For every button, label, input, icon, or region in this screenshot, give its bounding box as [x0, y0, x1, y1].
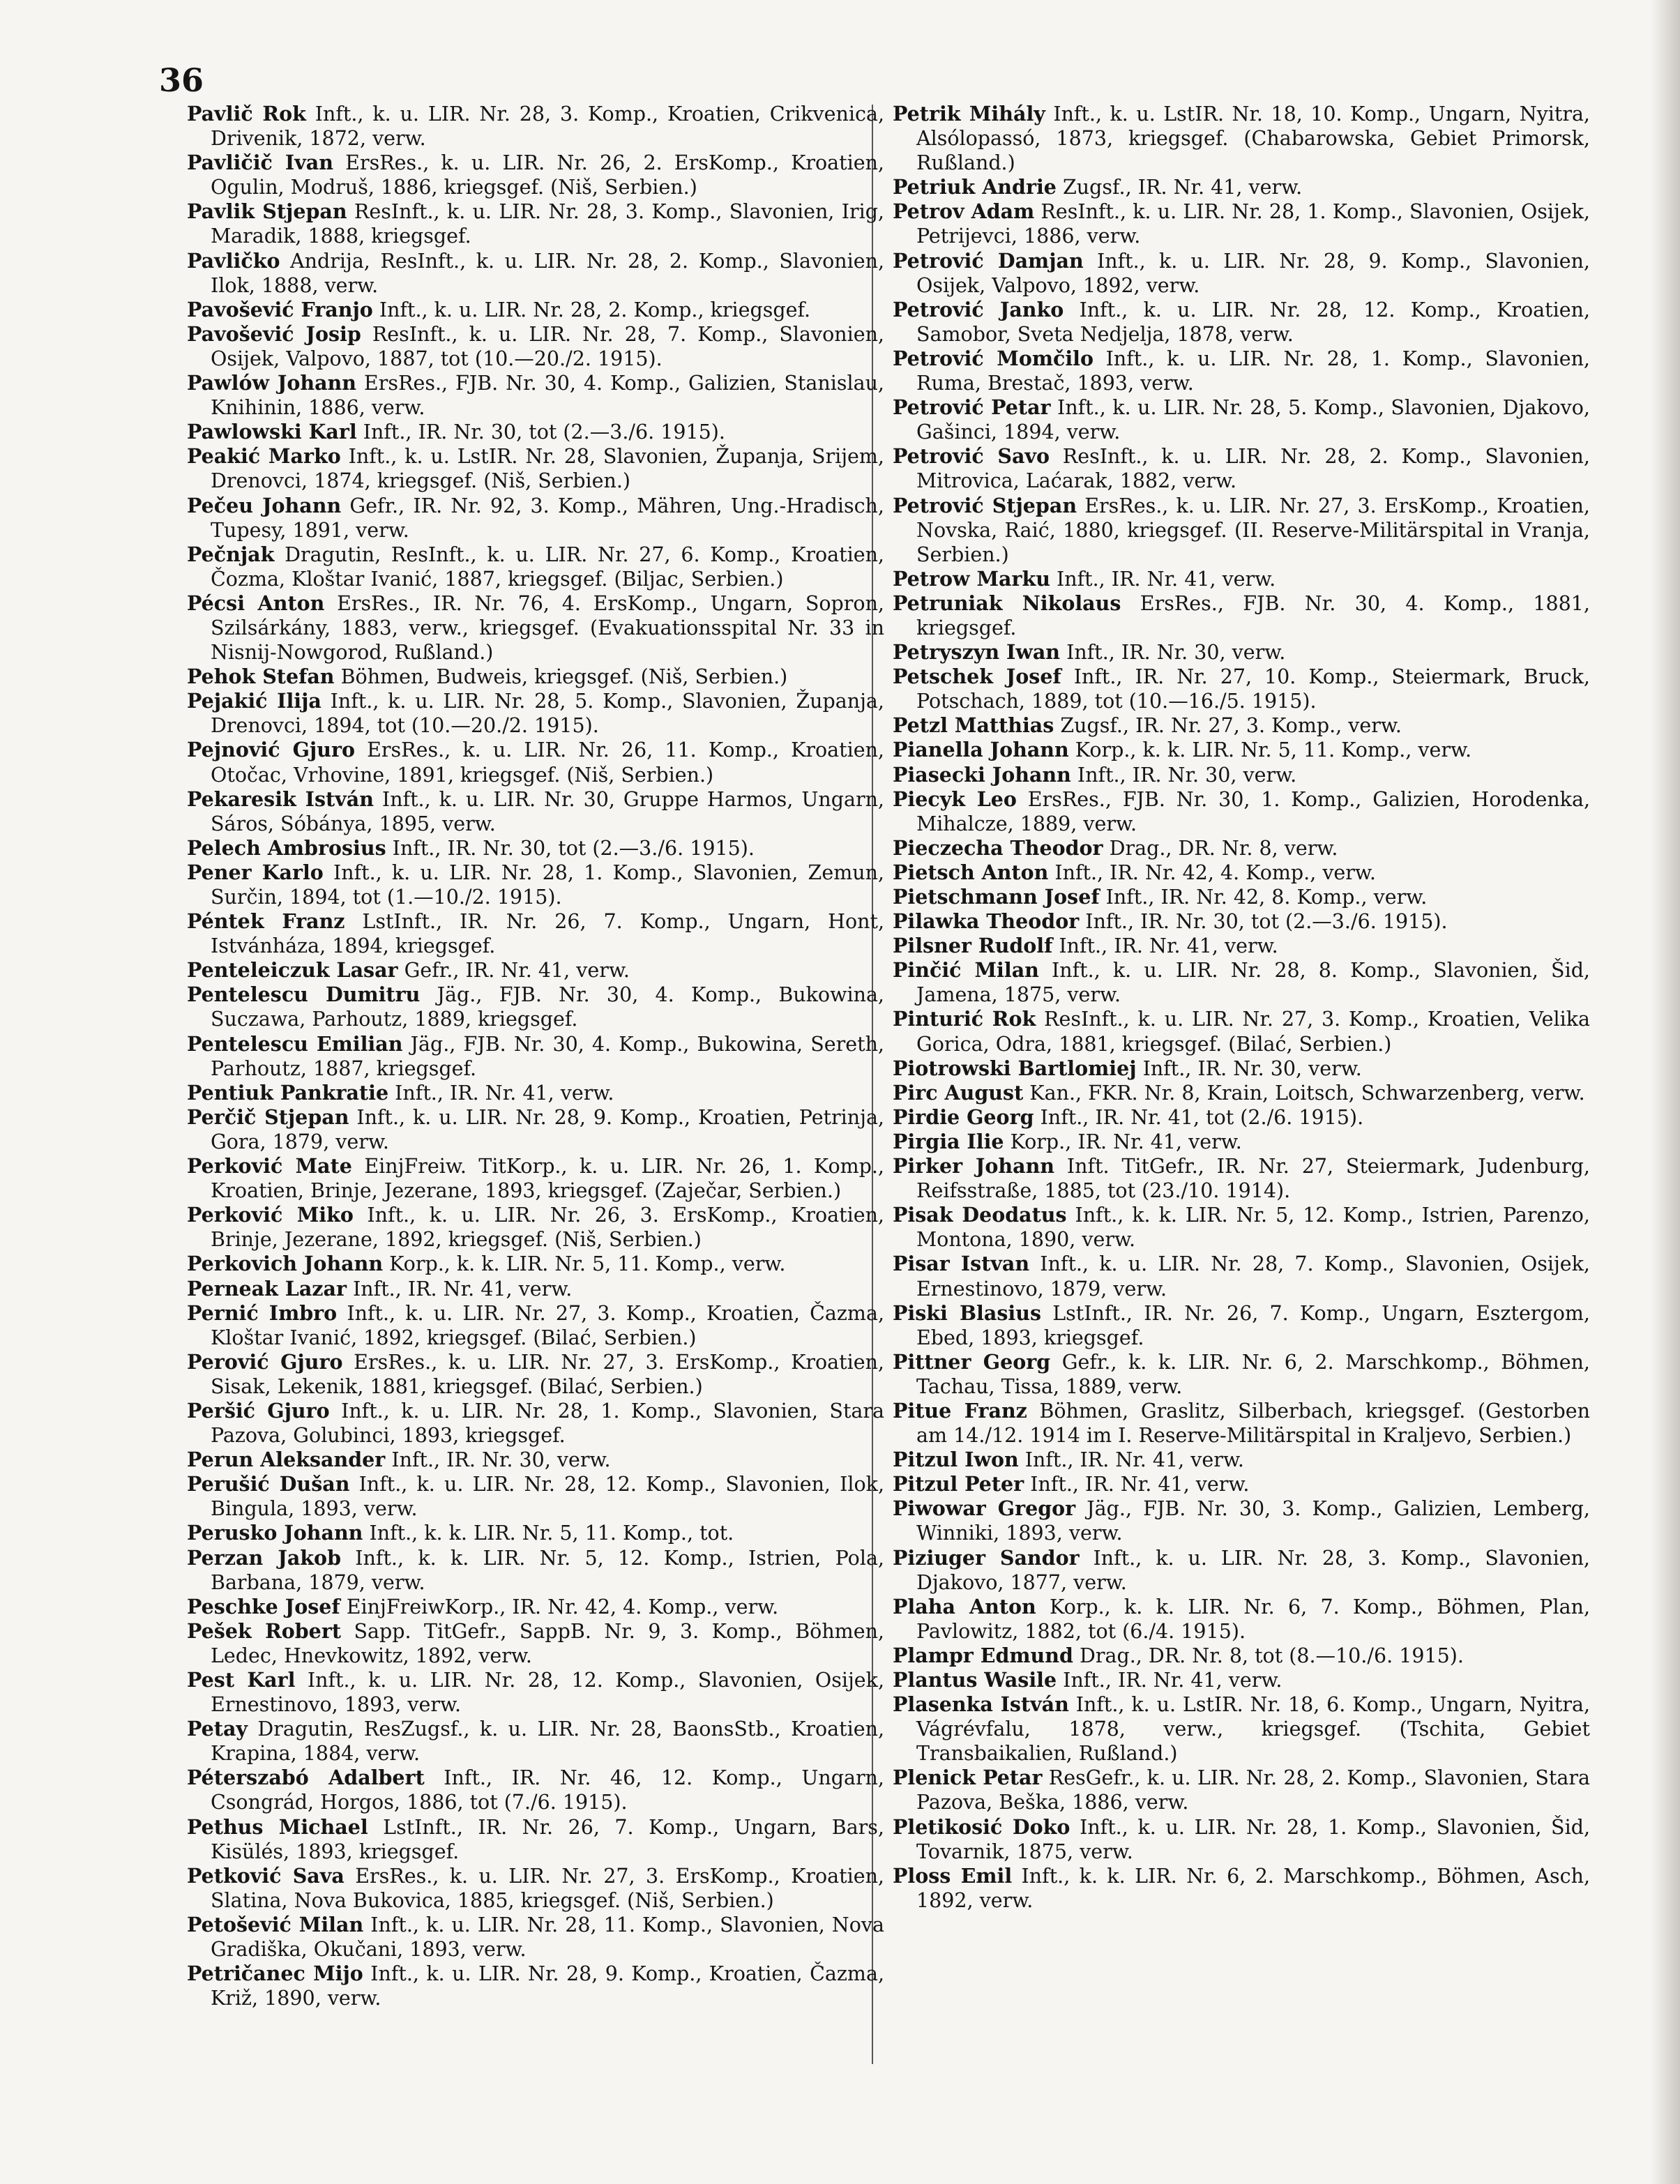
entry-name: Ploss Emil: [893, 1863, 1013, 1888]
entry-details: Jäg., FJB. Nr. 30, 3. Komp., Galizien, Lemberg, Winniki, 1893, verw.: [916, 1497, 1590, 1545]
register-entry: [893, 347, 1590, 395]
entry-name: Peschke Josef: [187, 1594, 340, 1618]
register-entry: [187, 1032, 884, 1081]
entry-name: Pečeu Johann: [187, 493, 342, 517]
entry-details: ErsRes., FJB. Nr. 30, 1. Komp., Galizien, Horodenka, Mihalcze, 1889, verw.: [916, 787, 1591, 835]
entry-details: Dragutin, ResInft., k. u. LIR. Nr. 27, 6. Komp., Kroatien, Čozma, Kloštar Ivanić, 1887, kriegsgef. (Biljac, Serbien.): [211, 543, 884, 591]
register-entry: [187, 1595, 884, 1619]
entry-name: Perković Miko: [187, 1203, 354, 1227]
entry-name: Pilawka Theodor: [893, 909, 1080, 934]
entry-name: Pavošević Josip: [187, 321, 361, 346]
register-entry: [893, 1252, 1590, 1300]
register-entry: [893, 1350, 1590, 1399]
entry-details: Inft., k. u. LIR. Nr. 26, 3. ErsKomp., Kroatien, Brinje, Jezerane, 1892, kriegsgef. (Niš, Serbien.): [211, 1204, 884, 1252]
entry-details: Inft., k. u. LIR. Nr. 28, 5. Komp., Slavonien, Djakovo, Gašinci, 1894, verw.: [916, 396, 1590, 444]
register-entry: [187, 836, 884, 860]
entry-details: ErsRes., FJB. Nr. 30, 4. Komp., 1881, kriegsgef.: [916, 591, 1590, 639]
entry-name: Pavlik Stjepan: [187, 199, 347, 224]
entry-name: Plasenka István: [893, 1692, 1069, 1717]
entry-details: Inft., k. u. LIR. Nr. 28, 12. Komp., Slavonien, Ilok, Bingula, 1893, verw.: [211, 1473, 885, 1521]
entry-details: Inft., k. u. LstIR. Nr. 18, 6. Komp., Ungarn, Nyitra, Vágrévfalu, 1878, verw., kriegsgef. (Tschita, Gebiet Transbaikalien, Rußland.): [916, 1693, 1590, 1766]
entry-name: Pinturić Rok: [893, 1007, 1036, 1031]
entry-details: Inft., k. u. LIR. Nr. 28, 3. Komp., Kroatien, Crikvenica, Drivenik, 1872, verw.: [211, 103, 884, 151]
page-number: 36: [159, 61, 204, 99]
entry-name: Petrović Damjan: [893, 248, 1084, 273]
register-entry: [187, 1448, 884, 1472]
entry-details: Inft., IR. Nr. 30, verw.: [1070, 763, 1297, 787]
register-entry: [187, 787, 884, 836]
entry-name: Perzan Jakob: [187, 1545, 341, 1570]
register-entry: [187, 1766, 884, 1814]
entry-details: Inft., k. u. LIR. Nr. 28, 11. Komp., Slavonien, Nova Gradiška, Okučani, 1893, verw.: [211, 1913, 885, 1962]
register-entry: [187, 1717, 884, 1766]
entry-details: Inft., IR. Nr. 41, verw.: [1024, 1473, 1250, 1496]
entry-name: Petschek Josef: [893, 665, 1061, 689]
entry-name: Pécsi Anton: [187, 591, 325, 615]
register-entry: [187, 1301, 884, 1350]
entry-name: Pejnović Gjuro: [187, 738, 355, 762]
register-entry: [893, 1692, 1590, 1766]
register-entry: [187, 1668, 884, 1717]
entry-name: Piecyk Leo: [893, 787, 1017, 811]
entry-name: Petrov Adam: [893, 199, 1035, 224]
entry-name: Petrović Janko: [893, 297, 1064, 321]
entry-details: ErsRes., k. u. LIR. Nr. 26, 11. Komp., Kroatien, Otočac, Vrhovine, 1891, kriegsgef. (Niš, Serbien.): [211, 738, 884, 787]
entry-details: Inft., k. k. LIR. Nr. 6, 2. Marschkomp., Böhmen, Asch, 1892, verw.: [916, 1864, 1590, 1912]
register-entry: [187, 1399, 884, 1448]
entry-details: Inft., IR. Nr. 41, verw.: [346, 1277, 573, 1300]
entry-details: Drag., DR. Nr. 8, verw.: [1103, 836, 1338, 860]
entry-name: Peršić Gjuro: [187, 1398, 330, 1423]
register-entry: [187, 591, 884, 665]
entry-details: ResInft., k. u. LIR. Nr. 28, 2. Komp., Slavonien, Mitrovica, Laćarak, 1882, verw.: [916, 445, 1590, 493]
entry-name: Pisar Istvan: [893, 1252, 1030, 1276]
register-entry: [893, 713, 1590, 738]
entry-name: Perkovich Johann: [187, 1252, 384, 1276]
entry-details: Sapp. TitGefr., SappB. Nr. 9, 3. Komp., Böhmen, Ledec, Hnevkowitz, 1892, verw.: [211, 1619, 884, 1667]
register-entry: [893, 102, 1590, 175]
register-entry: [187, 1154, 884, 1203]
entry-details: Inft., k. u. LIR. Nr. 28, 1. Komp., Slavonien, Ruma, Brestač, 1893, verw.: [916, 347, 1590, 395]
register-entry: [893, 1496, 1590, 1545]
entry-details: ErsRes., k. u. LIR. Nr. 27, 3. ErsKomp., Kroatien, Slatina, Nova Bukovica, 1885, kriegsgef. (Niš, Serbien.): [211, 1864, 884, 1912]
left-column: [187, 102, 884, 2010]
entry-name: Pinčić Milan: [893, 958, 1039, 983]
register-entry: [187, 689, 884, 738]
entry-name: Plantus Wasile: [893, 1668, 1057, 1692]
register-entry: [187, 1815, 884, 1864]
register-entry: [893, 1448, 1590, 1472]
register-entry: [893, 1130, 1590, 1154]
entry-name: Petzl Matthias: [893, 713, 1054, 738]
entry-name: Pest Karl: [187, 1668, 296, 1692]
entry-details: Inft., k. u. LIR. Nr. 28, 9. Komp., Kroatien, Čazma, Križ, 1890, verw.: [211, 1962, 885, 2010]
entry-details: Inft., IR. Nr. 41, tot (2./6. 1915).: [1034, 1105, 1364, 1129]
right-column: [893, 102, 1590, 1913]
entry-details: Inft., IR. Nr. 30, verw.: [385, 1448, 611, 1472]
entry-details: ResInft., k. u. LIR. Nr. 28, 7. Komp., Slavonien, Osijek, Valpovo, 1887, tot (10.—20./2. 1915).: [211, 322, 884, 370]
entry-name: Petay: [187, 1717, 248, 1741]
entry-name: Pečnjak: [187, 542, 275, 566]
entry-name: Petrović Stjepan: [893, 493, 1077, 517]
register-entry: [187, 199, 884, 248]
entry-details: ResGefr., k. u. LIR. Nr. 28, 2. Komp., Slavonien, Stara Pazova, Beška, 1886, verw.: [916, 1766, 1590, 1814]
register-entry: [893, 1472, 1590, 1496]
entry-name: Pittner Georg: [893, 1349, 1051, 1374]
entry-details: Zugsf., IR. Nr. 27, 3. Komp., verw.: [1054, 714, 1402, 738]
register-entry: [893, 836, 1590, 860]
register-entry: [187, 1864, 884, 1913]
entry-name: Petošević Milan: [187, 1912, 364, 1936]
entry-name: Pilsner Rudolf: [893, 934, 1053, 958]
register-entry: [893, 1056, 1590, 1081]
page-edge-shadow: [1651, 0, 1680, 2184]
entry-name: Pietschmann Josef: [893, 885, 1100, 909]
register-entry: [893, 1081, 1590, 1105]
entry-details: ResInft., k. u. LIR. Nr. 28, 3. Komp., Slavonien, Irig, Maradik, 1888, kriegsgef.: [211, 200, 884, 248]
entry-name: Perković Mate: [187, 1154, 352, 1178]
register-entry: [187, 1521, 884, 1545]
entry-details: ErsRes., k. u. LIR. Nr. 26, 2. ErsKomp., Kroatien, Ogulin, Modruš, 1886, kriegsgef. (Niš, Serbien.): [211, 151, 884, 199]
entry-name: Pirker Johann: [893, 1154, 1055, 1178]
entry-details: Inft., k. u. LIR. Nr. 28, 7. Komp., Slavonien, Osijek, Ernestinovo, 1879, verw.: [916, 1252, 1590, 1300]
entry-name: Petryszyn Iwan: [893, 640, 1061, 665]
entry-details: Inft., k. u. LIR. Nr. 28, 3. Komp., Slavonien, Djakovo, 1877, verw.: [916, 1546, 1590, 1594]
entry-details: Inft., k. u. LIR. Nr. 27, 3. Komp., Kroatien, Čazma, Kloštar Ivanić, 1892, kriegsgef. (Bilać, Serbien.): [211, 1301, 885, 1349]
register-entry: [893, 934, 1590, 958]
register-entry: [893, 1301, 1590, 1350]
entry-name: Pianella Johann: [893, 738, 1069, 762]
register-entry: [187, 958, 884, 983]
entry-details: Dragutin, ResZugsf., k. u. LIR. Nr. 28, BaonsStb., Kroatien, Krapina, 1884, verw.: [211, 1717, 884, 1766]
entry-details: Korp., k. k. LIR. Nr. 5, 11. Komp., verw.: [1068, 738, 1472, 762]
entry-name: Pavlič Rok: [187, 102, 306, 126]
entry-name: Pirdie Georg: [893, 1105, 1034, 1129]
entry-name: Pavličko: [187, 248, 280, 273]
register-entry: [893, 567, 1590, 591]
entry-details: ErsRes., FJB. Nr. 30, 4. Komp., Galizien, Stanislau, Knihinin, 1886, verw.: [211, 372, 884, 420]
entry-details: ErsRes., IR. Nr. 76, 4. ErsKomp., Ungarn, Sopron, Szilsárkány, 1883, verw., kriegsgef. (Evakuationsspital Nr. 33 in Nisnij-Nowgorod, Rußland.): [211, 591, 884, 665]
register-entry: [187, 102, 884, 151]
register-entry: [187, 909, 884, 958]
entry-details: Gefr., IR. Nr. 41, verw.: [398, 959, 630, 983]
register-entry: [893, 958, 1590, 1007]
register-entry: [893, 1766, 1590, 1814]
entry-details: Inft., k. u. LIR. Nr. 30, Gruppe Harmos, Ungarn, Sáros, Sóbánya, 1895, verw.: [211, 787, 884, 835]
entry-details: Jäg., FJB. Nr. 30, 4. Komp., Bukowina, Suczawa, Parhoutz, 1889, kriegsgef.: [211, 983, 884, 1031]
entry-name: Piski Blasius: [893, 1300, 1041, 1325]
entry-details: LstInft., IR. Nr. 26, 7. Komp., Ungarn, Hont, Istvánháza, 1894, kriegsgef.: [211, 910, 885, 958]
entry-name: Pawlowski Karl: [187, 420, 357, 444]
register-entry: [187, 298, 884, 322]
register-entry: [893, 787, 1590, 836]
entry-details: Inft., k. u. LIR. Nr. 28, 1. Komp., Slavonien, Šid, Tovarnik, 1875, verw.: [916, 1815, 1591, 1863]
register-entry: [187, 983, 884, 1031]
entry-name: Pešek Robert: [187, 1618, 341, 1643]
register-entry: [893, 1203, 1590, 1252]
register-entry: [187, 1619, 884, 1668]
entry-details: Inft., IR. Nr. 42, 4. Komp., verw.: [1048, 860, 1376, 884]
register-entry: [893, 1595, 1590, 1644]
register-entry: [893, 1864, 1590, 1913]
entry-name: Piotrowski Bartlomiej: [893, 1056, 1137, 1080]
register-entry: [187, 1472, 884, 1521]
entry-name: Péntek Franz: [187, 909, 345, 934]
entry-details: Inft., k. u. LIR. Nr. 28, 5. Komp., Slavonien, Županja, Drenovci, 1894, tot (10.—20./2. 1915).: [211, 690, 884, 738]
entry-details: Böhmen, Graslitz, Silberbach, kriegsgef. (Gestorben am 14./12. 1914 im I. Reserve-Militärspital in Kraljevo, Serbien.): [916, 1399, 1590, 1448]
entry-name: Pisak Deodatus: [893, 1203, 1067, 1227]
register-entry: [187, 1546, 884, 1595]
entry-details: Inft., IR. Nr. 30, tot (2.—3./6. 1915).: [1079, 910, 1448, 934]
entry-name: Petričanec Mijo: [187, 1962, 363, 1986]
entry-name: Perović Gjuro: [187, 1349, 343, 1374]
entry-details: Gefr., IR. Nr. 92, 3. Komp., Mähren, Ung.-Hradisch, Tupesy, 1891, verw.: [211, 494, 884, 542]
register-entry: [893, 249, 1590, 298]
entry-details: Inft., IR. Nr. 41, verw.: [1052, 934, 1278, 958]
entry-details: Inft., IR. Nr. 46, 12. Komp., Ungarn, Csongrád, Horgos, 1886, tot (7./6. 1915).: [211, 1766, 884, 1814]
register-entry: [187, 738, 884, 787]
entry-name: Pitzul Peter: [893, 1472, 1024, 1496]
entry-name: Pletikosić Doko: [893, 1814, 1070, 1839]
entry-name: Petrow Marku: [893, 566, 1050, 591]
register-entry: [893, 494, 1590, 567]
register-entry: [187, 151, 884, 199]
entry-name: Plaha Anton: [893, 1594, 1036, 1618]
register-entry: [893, 738, 1590, 762]
entry-details: Inft., IR. Nr. 27, 10. Komp., Steiermark, Bruck, Potschach, 1889, tot (10.—16./5. 1915).: [916, 665, 1590, 713]
entry-name: Pehok Stefan: [187, 665, 335, 689]
register-entry: [893, 1546, 1590, 1595]
register-entry: [187, 543, 884, 591]
entry-details: Inft., IR. Nr. 30, verw.: [1136, 1056, 1362, 1080]
register-entry: [893, 1007, 1590, 1056]
entry-details: ErsRes., k. u. LIR. Nr. 27, 3. ErsKomp., Kroatien, Sisak, Lekenik, 1881, kriegsgef. (Bilać, Serbien.): [211, 1350, 884, 1398]
entry-details: Inft., k. k. LIR. Nr. 5, 12. Komp., Istrien, Pola, Barbana, 1879, verw.: [211, 1546, 884, 1594]
entry-details: Inft., k. k. LIR. Nr. 5, 11. Komp., tot.: [363, 1522, 734, 1545]
entry-details: Inft. TitGefr., IR. Nr. 27, Steiermark, Judenburg, Reifsstraße, 1885, tot (23./10. 1914).: [916, 1155, 1590, 1203]
entry-name: Perčič Stjepan: [187, 1105, 349, 1129]
register-entry: [893, 1644, 1590, 1668]
register-entry: [187, 371, 884, 420]
register-entry: [893, 1399, 1590, 1448]
entry-name: Pener Karlo: [187, 860, 324, 884]
entry-name: Pieczecha Theodor: [893, 835, 1103, 860]
entry-name: Perneak Lazar: [187, 1276, 347, 1300]
entry-details: Inft., IR. Nr. 42, 8. Komp., verw.: [1099, 886, 1428, 909]
register-entry: [893, 1154, 1590, 1203]
entry-details: Inft., IR. Nr. 41, verw.: [388, 1081, 614, 1105]
entry-name: Piwowar Gregor: [893, 1496, 1076, 1521]
entry-name: Péterszabó Adalbert: [187, 1766, 425, 1790]
entry-details: Drag., DR. Nr. 8, tot (8.—10./6. 1915).: [1073, 1644, 1464, 1667]
register-entry: [893, 1105, 1590, 1130]
register-entry: [187, 444, 884, 493]
entry-details: Korp., IR. Nr. 41, verw.: [1004, 1130, 1242, 1153]
register-entry: [893, 175, 1590, 199]
entry-details: Inft., IR. Nr. 41, verw.: [1018, 1448, 1244, 1472]
entry-name: Perusko Johann: [187, 1521, 363, 1545]
register-entry: [187, 1252, 884, 1276]
entry-details: Inft., IR. Nr. 41, verw.: [1050, 567, 1276, 591]
register-entry: [893, 444, 1590, 493]
register-entry: [893, 885, 1590, 909]
entry-details: Inft., IR. Nr. 30, tot (2.—3./6. 1915).: [386, 836, 755, 860]
entry-details: Inft., k. k. LIR. Nr. 5, 12. Komp., Istrien, Parenzo, Montona, 1890, verw.: [916, 1204, 1590, 1252]
register-entry: [187, 860, 884, 909]
register-entry: [893, 1668, 1590, 1692]
entry-details: Inft., k. u. LIR. Nr. 28, 1. Komp., Slavonien, Stara Pazova, Golubinci, 1893, kriegsgef.: [211, 1399, 885, 1448]
entry-details: ErsRes., k. u. LIR. Nr. 27, 3. ErsKomp., Kroatien, Novska, Raić, 1880, kriegsgef. (II. Reserve-Militärspital in Vranja, Serbien.): [916, 494, 1590, 566]
entry-name: Pentelescu Emilian: [187, 1031, 403, 1056]
register-entry: [187, 1105, 884, 1154]
register-entry: [893, 199, 1590, 248]
entry-details: LstInft., IR. Nr. 26, 7. Komp., Ungarn, Bars, Kisülés, 1893, kriegsgef.: [211, 1815, 884, 1863]
register-entry: [893, 665, 1590, 713]
entry-name: Pelech Ambrosius: [187, 835, 386, 860]
entry-name: Pietsch Anton: [893, 860, 1049, 884]
register-entry: [187, 1962, 884, 2010]
entry-name: Pitzul Iwon: [893, 1448, 1019, 1472]
register-entry: [187, 494, 884, 543]
entry-details: Inft., k. u. LstIR. Nr. 28, Slavonien, Županja, Srijem, Drenovci, 1874, kriegsgef. (Niš, Serbien.): [211, 445, 884, 493]
register-entry: [893, 395, 1590, 444]
entry-details: ResInft., k. u. LIR. Nr. 28, 1. Komp., Slavonien, Osijek, Petrijevci, 1886, verw.: [916, 200, 1590, 248]
entry-name: Pirgia Ilie: [893, 1129, 1004, 1153]
entry-details: Inft., k. u. LIR. Nr. 28, 12. Komp., Kroatien, Samobor, Sveta Nedjelja, 1878, verw.: [916, 298, 1591, 346]
entry-details: Gefr., k. k. LIR. Nr. 6, 2. Marschkomp., Böhmen, Tachau, Tissa, 1889, verw.: [916, 1350, 1590, 1398]
entry-name: Petrović Momčilo: [893, 346, 1093, 370]
entry-details: ResInft., k. u. LIR. Nr. 27, 3. Komp., Kroatien, Velika Gorica, Odra, 1881, kriegsgef. (Bilać, Serbien.): [916, 1008, 1590, 1056]
entry-name: Pernić Imbro: [187, 1300, 338, 1325]
register-entry: [187, 420, 884, 444]
entry-details: Andrija, ResInft., k. u. LIR. Nr. 28, 2. Komp., Slavonien, Ilok, 1888, verw.: [211, 249, 884, 297]
entry-name: Pekaresik István: [187, 787, 374, 811]
register-entry: [893, 1815, 1590, 1864]
entry-name: Pethus Michael: [187, 1814, 368, 1839]
entry-details: Inft., k. u. LstIR. Nr. 18, 10. Komp., Ungarn, Nyitra, Alsólopassó, 1873, kriegsgef. (Chabarowska, Gebiet Primorsk, Rußland.): [916, 103, 1590, 175]
register-entry: [187, 1350, 884, 1399]
register-entry: [187, 322, 884, 371]
entry-details: Inft., k. u. LIR. Nr. 28, 1. Komp., Slavonien, Zemun, Surčin, 1894, tot (1.—10./2. 1915).: [211, 860, 884, 909]
register-entry: [893, 763, 1590, 787]
entry-details: Korp., k. k. LIR. Nr. 6, 7. Komp., Böhmen, Plan, Pavlowitz, 1882, tot (6./4. 1915).: [916, 1595, 1590, 1643]
register-entry: [187, 1913, 884, 1962]
entry-details: Inft., k. u. LIR. Nr. 28, 12. Komp., Slavonien, Osijek, Ernestinovo, 1893, verw.: [211, 1669, 885, 1717]
register-entry: [187, 1203, 884, 1252]
entry-name: Pentelescu Dumitru: [187, 983, 421, 1007]
entry-name: Plampr Edmund: [893, 1643, 1073, 1667]
entry-name: Piasecki Johann: [893, 762, 1071, 787]
entry-details: Inft., IR. Nr. 41, verw.: [1057, 1669, 1282, 1692]
entry-name: Pavošević Franjo: [187, 297, 373, 321]
entry-details: Inft., k. u. LIR. Nr. 28, 2. Komp., kriegsgef.: [372, 298, 811, 321]
entry-name: Perun Aleksander: [187, 1448, 386, 1472]
entry-details: Korp., k. k. LIR. Nr. 5, 11. Komp., verw.: [383, 1252, 786, 1276]
entry-details: Jäg., FJB. Nr. 30, 4. Komp., Bukowina, Sereth, Parhoutz, 1887, kriegsgef.: [211, 1032, 884, 1080]
entry-details: Böhmen, Budweis, kriegsgef. (Niš, Serbien.): [334, 665, 788, 689]
entry-name: Pavličič Ivan: [187, 151, 333, 175]
register-entry: [893, 640, 1590, 665]
entry-name: Petrik Mihály: [893, 102, 1045, 126]
register-entry: [893, 298, 1590, 347]
entry-details: Inft., k. u. LIR. Nr. 28, 9. Komp., Kroatien, Petrinja, Gora, 1879, verw.: [211, 1105, 884, 1153]
entry-details: Inft., IR. Nr. 30, tot (2.—3./6. 1915).: [356, 420, 725, 444]
entry-name: Petković Sava: [187, 1863, 345, 1888]
entry-name: Pentiuk Pankratie: [187, 1080, 389, 1105]
entry-name: Petrović Savo: [893, 444, 1050, 469]
entry-details: EinjFreiw. TitKorp., k. u. LIR. Nr. 26, 1. Komp., Kroatien, Brinje, Jezerane, 1893, kriegsgef. (Zaječar, Serbien.): [211, 1155, 884, 1203]
entry-name: Peakić Marko: [187, 444, 341, 469]
register-entry: [893, 909, 1590, 934]
register-entry: [893, 591, 1590, 640]
entry-name: Pawlów Johann: [187, 371, 356, 395]
entry-name: Petriuk Andriе: [893, 175, 1057, 199]
register-entry: [187, 1081, 884, 1105]
register-entry: [187, 249, 884, 298]
entry-name: Perušić Dušan: [187, 1472, 350, 1496]
entry-name: Petrović Petar: [893, 395, 1051, 420]
entry-name: Pitue Franz: [893, 1398, 1027, 1423]
register-entry: [187, 665, 884, 689]
register-entry: [187, 1277, 884, 1301]
entry-name: Petruniak Nikolaus: [893, 591, 1121, 615]
entry-name: Plenick Petar: [893, 1766, 1043, 1790]
register-entry: [893, 860, 1590, 885]
entry-details: Inft., k. u. LIR. Nr. 28, 8. Komp., Slavonien, Šid, Jamena, 1875, verw.: [916, 959, 1590, 1007]
entry-name: Piziuger Sandor: [893, 1545, 1080, 1570]
entry-details: Inft., IR. Nr. 30, verw.: [1060, 641, 1286, 665]
entry-details: LstInft., IR. Nr. 26, 7. Komp., Ungarn, Esztergom, Ebed, 1893, kriegsgef.: [916, 1301, 1590, 1349]
entry-name: Penteleiczuk Lasar: [187, 958, 398, 983]
entry-name: Pejakić Ilija: [187, 689, 321, 713]
entry-details: Zugsf., IR. Nr. 41, verw.: [1056, 176, 1303, 199]
entry-details: Inft., k. u. LIR. Nr. 28, 9. Komp., Slavonien, Osijek, Valpovo, 1892, verw.: [916, 249, 1590, 297]
entry-details: EinjFreiwKorp., IR. Nr. 42, 4. Komp., verw.: [340, 1595, 779, 1618]
entry-name: Pirc August: [893, 1080, 1024, 1105]
entry-details: Kan., FKR. Nr. 8, Krain, Loitsch, Schwarzenberg, verw.: [1023, 1081, 1585, 1105]
